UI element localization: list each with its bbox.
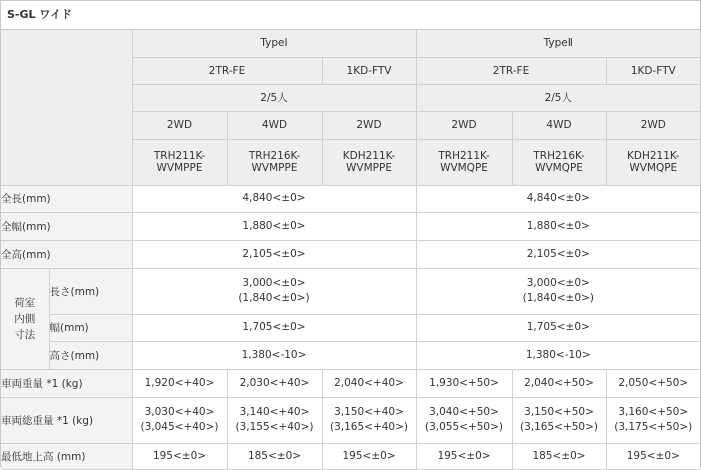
header-model: TRH211K- WVMPPE: [132, 139, 227, 185]
value-cell: 2,105<±0>: [132, 240, 416, 268]
value-cell: 1,380<-10>: [132, 341, 416, 369]
header-drive: 2WD: [132, 111, 227, 139]
row-cargo-width: [1, 314, 700, 341]
value-cell: 3,040<+50> (3,055<+50>): [416, 397, 512, 443]
header-model: KDH211K- WVMQPE: [606, 139, 700, 185]
header-engine: 1KD-FTV: [322, 57, 416, 84]
header-seating: 2/5人: [416, 84, 700, 111]
row-label: 全長(mm): [1, 185, 132, 212]
header-type-2: TypeⅡ: [416, 30, 700, 57]
value-cell: 4,840<±0>: [132, 185, 416, 212]
value-cell: 2,105<±0>: [416, 240, 700, 268]
header-drive: 2WD: [416, 111, 512, 139]
row-label: 長さ(mm): [49, 268, 132, 314]
value-cell: 3,150<+50> (3,165<+50>): [512, 397, 606, 443]
row-weight: [1, 369, 700, 397]
row-height: [1, 240, 700, 268]
value-cell: 185<±0>: [227, 443, 322, 469]
value-cell: 3,150<+40> (3,165<+40>): [322, 397, 416, 443]
row-label: 全高(mm): [1, 240, 132, 268]
value-cell: 2,040<+40>: [322, 369, 416, 397]
row-label: 幅(mm): [49, 314, 132, 341]
value-cell: 4,840<±0>: [416, 185, 700, 212]
header-corner: [1, 30, 132, 185]
value-cell: 3,160<+50> (3,175<+50>): [606, 397, 700, 443]
header-model: TRH211K- WVMQPE: [416, 139, 512, 185]
row-ground-clearance: [1, 443, 700, 469]
header-engine: 1KD-FTV: [606, 57, 700, 84]
row-label: 車両重量 *1 (kg): [1, 369, 132, 397]
row-cargo-length: [1, 268, 700, 314]
value-cell: 2,050<+50>: [606, 369, 700, 397]
value-cell: 3,000<±0> (1,840<±0>): [416, 268, 700, 314]
header-drive: 4WD: [227, 111, 322, 139]
row-width: [1, 212, 700, 240]
value-cell: 195<±0>: [606, 443, 700, 469]
row-length: [1, 185, 700, 212]
value-cell: 1,930<+50>: [416, 369, 512, 397]
header-drive: 4WD: [512, 111, 606, 139]
header-seating: 2/5人: [132, 84, 416, 111]
header-engine: 2TR-FE: [416, 57, 606, 84]
row-label: 全幅(mm): [1, 212, 132, 240]
value-cell: 195<±0>: [132, 443, 227, 469]
header-type-1: TypeⅠ: [132, 30, 416, 57]
header-drive: 2WD: [606, 111, 700, 139]
value-cell: 195<±0>: [416, 443, 512, 469]
value-cell: 1,920<+40>: [132, 369, 227, 397]
header-model: KDH211K- WVMPPE: [322, 139, 416, 185]
row-label: 車両総重量 *1 (kg): [1, 397, 132, 443]
spec-title: S-GL ワイド: [1, 1, 700, 30]
header-engine: 2TR-FE: [132, 57, 322, 84]
value-cell: 1,880<±0>: [132, 212, 416, 240]
value-cell: 1,380<-10>: [416, 341, 700, 369]
header-drive: 2WD: [322, 111, 416, 139]
value-cell: 3,000<±0> (1,840<±0>): [132, 268, 416, 314]
value-cell: 2,040<+50>: [512, 369, 606, 397]
cargo-group-label: 荷室 内側 寸法: [1, 268, 49, 369]
value-cell: 3,030<+40> (3,045<+40>): [132, 397, 227, 443]
row-label: 最低地上高 (mm): [1, 443, 132, 469]
header-row-type: [1, 30, 700, 57]
value-cell: 1,705<±0>: [416, 314, 700, 341]
spec-table: [1, 30, 700, 470]
value-cell: 195<±0>: [322, 443, 416, 469]
value-cell: 2,030<+40>: [227, 369, 322, 397]
row-cargo-height: [1, 341, 700, 369]
value-cell: 1,705<±0>: [132, 314, 416, 341]
row-label: 高さ(mm): [49, 341, 132, 369]
header-model: TRH216K- WVMQPE: [512, 139, 606, 185]
value-cell: 1,880<±0>: [416, 212, 700, 240]
row-gross-weight: [1, 397, 700, 443]
header-model: TRH216K- WVMPPE: [227, 139, 322, 185]
value-cell: 3,140<+40> (3,155<+40>): [227, 397, 322, 443]
value-cell: 185<±0>: [512, 443, 606, 469]
